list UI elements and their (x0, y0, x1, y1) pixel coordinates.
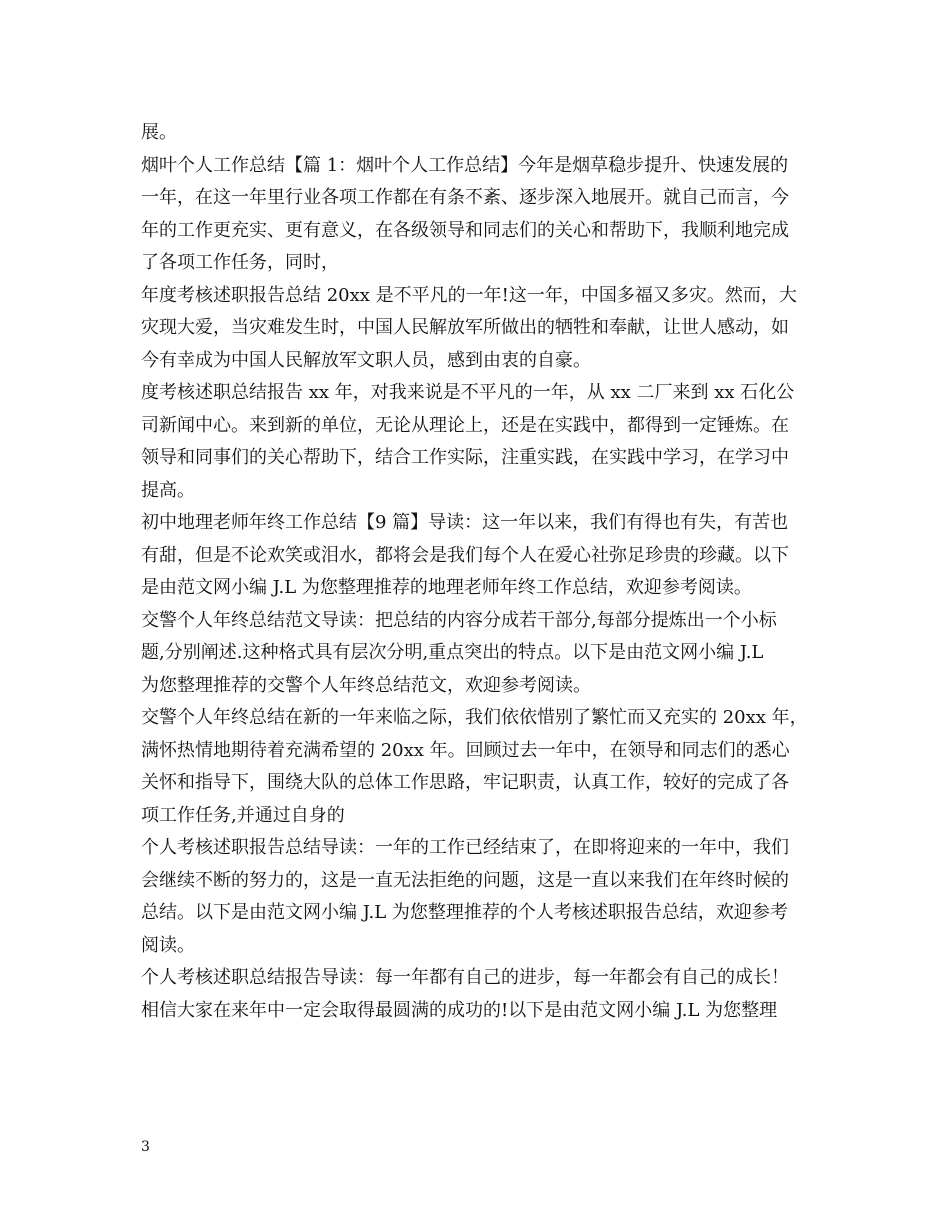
text-line: 个人考核述职报告总结导读：一年的工作已经结束了，在即将迎来的一年中，我们 (141, 837, 789, 858)
text-line: 烟叶个人工作总结【篇 1：烟叶个人工作总结】今年是烟草稳步提升、快速发展的 (141, 154, 789, 176)
text-line: 年度考核述职报告总结 20xx 是不平凡的一年!这一年，中国多福又多灾。然而，大 (141, 284, 797, 306)
body-text (141, 117, 813, 1027)
text-line: 是由范文网小编 J.L 为您整理推荐的地理老师年终工作总结，欢迎参考阅读。 (141, 577, 752, 598)
page-number: 3 (141, 1139, 150, 1155)
text-line: 有甜，但是不论欢笑或泪水，都将会是我们每个人在爱心社弥足珍贵的珍藏。以下 (141, 544, 789, 566)
text-line: 领导和同事们的关心帮助下，结合工作实际，注重实践，在实践中学习，在学习中 (141, 447, 789, 468)
text-line: 题,分别阐述.这种格式具有层次分明,重点突出的特点。以下是由范文网小编 J.L (141, 642, 764, 663)
text-line: 交警个人年终总结在新的一年来临之际，我们依依惜别了繁忙而又充实的 20xx 年， (141, 707, 808, 728)
text-line: 个人考核述职总结报告导读：每一年都有自己的进步，每一年都会有自己的成长！ (141, 967, 789, 988)
text-line: 度考核述职总结报告 xx 年，对我来说是不平凡的一年，从 xx 二厂来到 xx 石化公 (141, 382, 795, 403)
text-line: 阅读。 (141, 934, 195, 956)
text-line: 关怀和指导下，围绕大队的总体工作思路，牢记职责，认真工作，较好的完成了各 (141, 772, 789, 793)
text-line: 展。 (141, 122, 177, 143)
text-line: 交警个人年终总结范文导读：把总结的内容分成若干部分,每部分提炼出一个小标 (141, 609, 777, 631)
text-line: 满怀热情地期待着充满希望的 20xx 年。回顾过去一年中，在领导和同志们的悉心 (141, 739, 790, 761)
text-line: 初中地理老师年终工作总结【9 篇】导读：这一年以来，我们有得也有失，有苦也 (141, 512, 789, 533)
text-line: 相信大家在来年中一定会取得最圆满的成功的!以下是由范文网小编 J.L 为您整理 (141, 999, 778, 1021)
text-line: 一年，在这一年里行业各项工作都在有条不紊、逐步深入地展开。就自己而言，今 (141, 187, 789, 208)
text-line: 为您整理推荐的交警个人年终总结范文，欢迎参考阅读。 (141, 674, 591, 696)
text-line: 项工作任务,并通过自身的 (141, 804, 345, 826)
text-line: 今有幸成为中国人民解放军文职人员，感到由衷的自豪。 (141, 349, 591, 371)
text-line: 提高。 (141, 479, 195, 501)
text-line: 了各项工作任务，同时， (141, 252, 339, 273)
text-line: 司新闻中心。来到新的单位，无论从理论上，还是在实践中，都得到一定锤炼。在 (141, 414, 789, 436)
text-line: 年的工作更充实、更有意义，在各级领导和同志们的关心和帮助下，我顺利地完成 (141, 219, 789, 241)
text-line: 会继续不断的努力的，这是一直无法拒绝的问题，这是一直以来我们在年终时候的 (141, 869, 789, 891)
text-line: 灾现大爱，当灾难发生时，中国人民解放军所做出的牺牲和奉献，让世人感动，如 (141, 317, 789, 338)
text-line: 总结。以下是由范文网小编 J.L 为您整理推荐的个人考核述职报告总结，欢迎参考 (141, 902, 788, 923)
